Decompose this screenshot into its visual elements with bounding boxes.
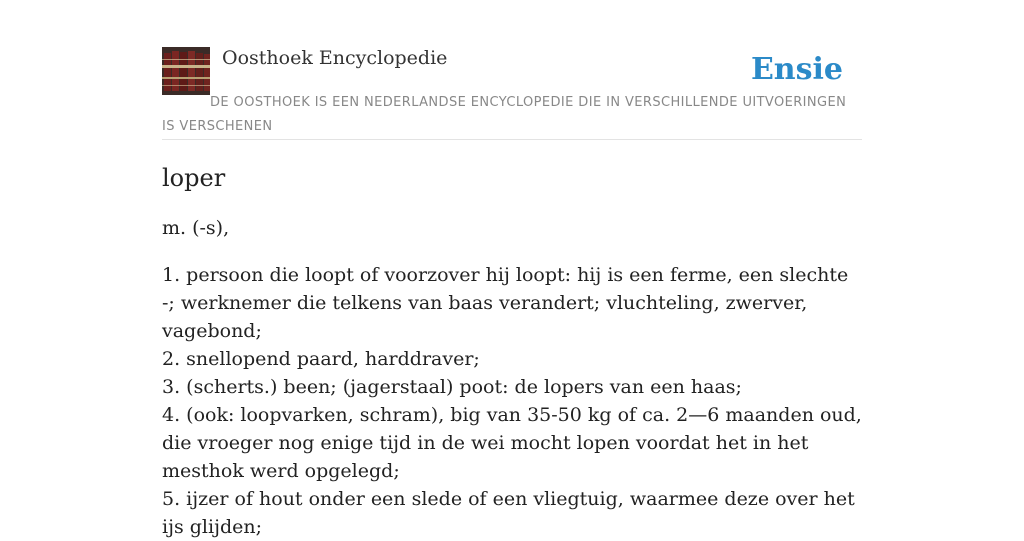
site-tagline: DE OOSTHOEK IS EEN NEDERLANDSE ENCYCLOPEDIE DIE IN VERSCHILLENDE UITVOERINGEN IS VERSCHENEN xyxy=(162,95,847,134)
site-header xyxy=(162,46,862,140)
entry-title: loper xyxy=(162,164,226,192)
entry-content xyxy=(162,160,862,541)
definition-list xyxy=(162,261,862,541)
entry-grammar: m. (-s), xyxy=(162,217,230,239)
definition-item: 5. ijzer of hout onder een slede of een vliegtuig, waarmee deze over het ijs glijden; xyxy=(162,488,855,538)
encyclopedia-books-icon[interactable] xyxy=(162,47,210,95)
definition-item: 1. persoon die loopt of voorzover hij loopt: hij is een ferme, een slechte -; werknemer die telkens van baas verandert; vluchteling, zwerver, vagebond; xyxy=(162,264,849,342)
ensie-logo-link[interactable]: Ensie xyxy=(750,52,843,87)
definition-item: 2. snellopend paard, harddraver; xyxy=(162,348,480,370)
site-title[interactable]: Oosthoek Encyclopedie xyxy=(222,47,448,69)
definition-item: 3. (scherts.) been; (jagerstaal) poot: de lopers van een haas; xyxy=(162,376,742,398)
definition-item: 4. (ook: loopvarken, schram), big van 35-50 kg of ca. 2—6 maanden oud, die vroeger nog enige tijd in de wei mocht lopen voordat het in het mesthok werd opgelegd; xyxy=(162,404,862,482)
